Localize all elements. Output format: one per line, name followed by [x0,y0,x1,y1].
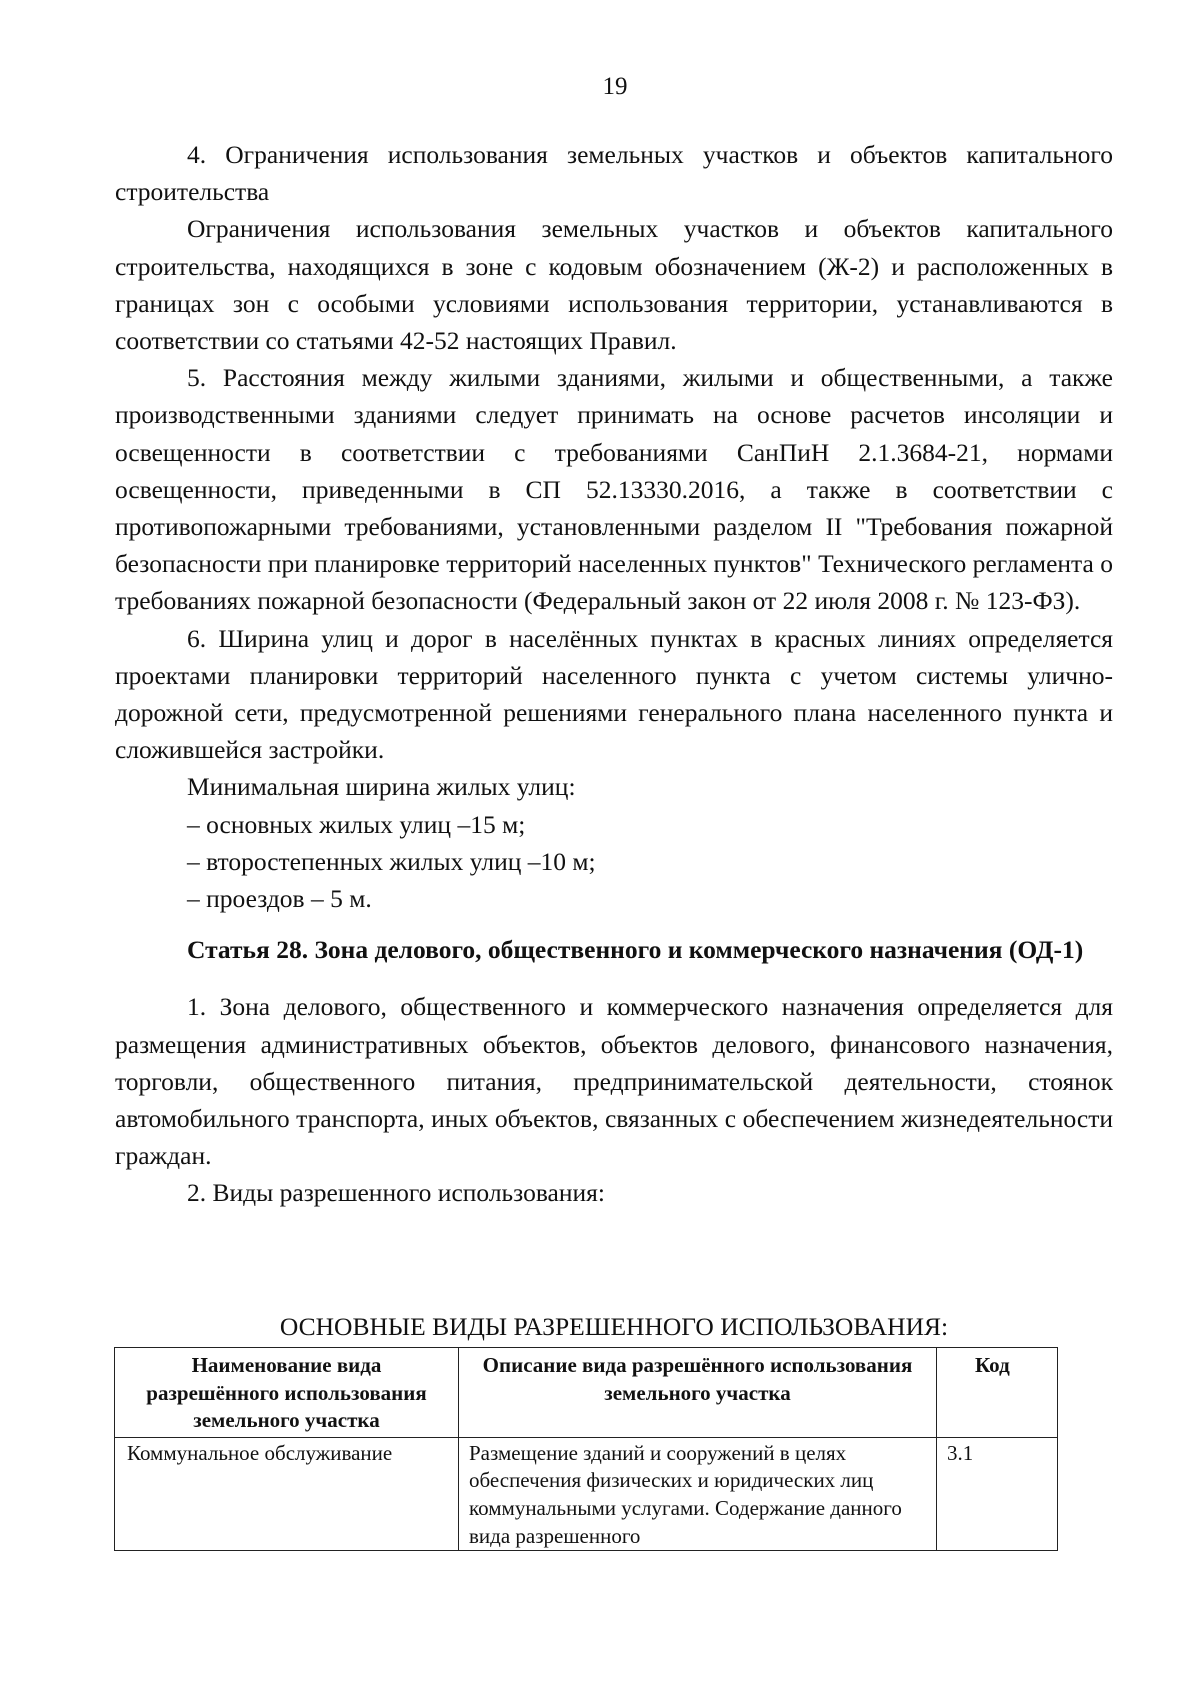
column-header-code: Код [937,1348,1058,1438]
page-number: 19 [602,73,628,100]
column-header-description: Описание вида разрешённого использования земельного участка [459,1348,937,1438]
cell-use-code: 3.1 [937,1437,1058,1550]
paragraph-restrictions: Ограничения использования земельных участков и объектов капитального строительства, находящихся в зоне с кодовым обозначением (Ж-2) и расположенных в границах зон с особыми условиями использования территории, устанавливаются в соответствии со статьями 42-52 настоящих Правил. [115,214,1113,356]
list-item: – проездов – 5 м. [187,884,372,914]
article-heading: Статья 28. Зона делового, общественного и коммерческого назначения (ОД-1) [187,935,1084,965]
table-header-row [115,1348,1058,1438]
table-row [115,1437,1058,1550]
cell-use-description: Размещение зданий и сооружений в целях обеспечения физических и юридических лиц коммунальными услугами. Содержание данного вида разрешенного [459,1437,937,1550]
column-header-name: Наименование вида разрешённого использования земельного участка [115,1348,459,1438]
cell-use-name: Коммунальное обслуживание [115,1437,459,1550]
paragraph-min-width: Минимальная ширина жилых улиц: [187,772,576,802]
table-title: ОСНОВНЫЕ ВИДЫ РАЗРЕШЕННОГО ИСПОЛЬЗОВАНИЯ: [279,1312,949,1341]
body-text [115,136,1113,1212]
permitted-uses-table [114,1347,1058,1551]
paragraph-zone-purpose: 1. Зона делового, общественного и коммерческого назначения определяется для размещения административных объектов, объектов делового, финансового назначения, торговли, общественного питания, предпринимательской деятельности, стоянок автомобильного транспорта, иных объектов, связанных с обеспечением жизнедеятельности граждан. [115,992,1113,1171]
list-item: – второстепенных жилых улиц –10 м; [187,846,596,876]
paragraph-distances: 5. Расстояния между жилыми зданиями, жилыми и общественными, а также производственными зданиями следует принимать на основе расчетов инсоляции и освещенности в соответствии с требованиями СанПиН 2.1.3684-21, нормами освещенности, приведенными в СП 52.13330.2016, а также в соответствии с противопожарными требованиями, установленными разделом II "Требования пожарной безопасности при планировке территорий населенных пунктов" Технического регламента о требованиях пожарной безопасности (Федеральный закон от 22 июля 2008 г. № 123-ФЗ). [115,363,1113,616]
paragraph-permitted-uses: 2. Виды разрешенного использования: [187,1178,605,1208]
paragraph-restrictions-title: 4. Ограничения использования земельных участков и объектов капитального строительства [115,140,1113,207]
paragraph-street-width: 6. Ширина улиц и дорог в населённых пунктах в красных линиях определяется проектами планировки территорий населенного пункта с учетом системы улично-дорожной сети, предусмотренной решениями генерального плана населенного пункта и сложившейся застройки. [115,623,1113,765]
list-item: – основных жилых улиц –15 м; [187,809,526,839]
